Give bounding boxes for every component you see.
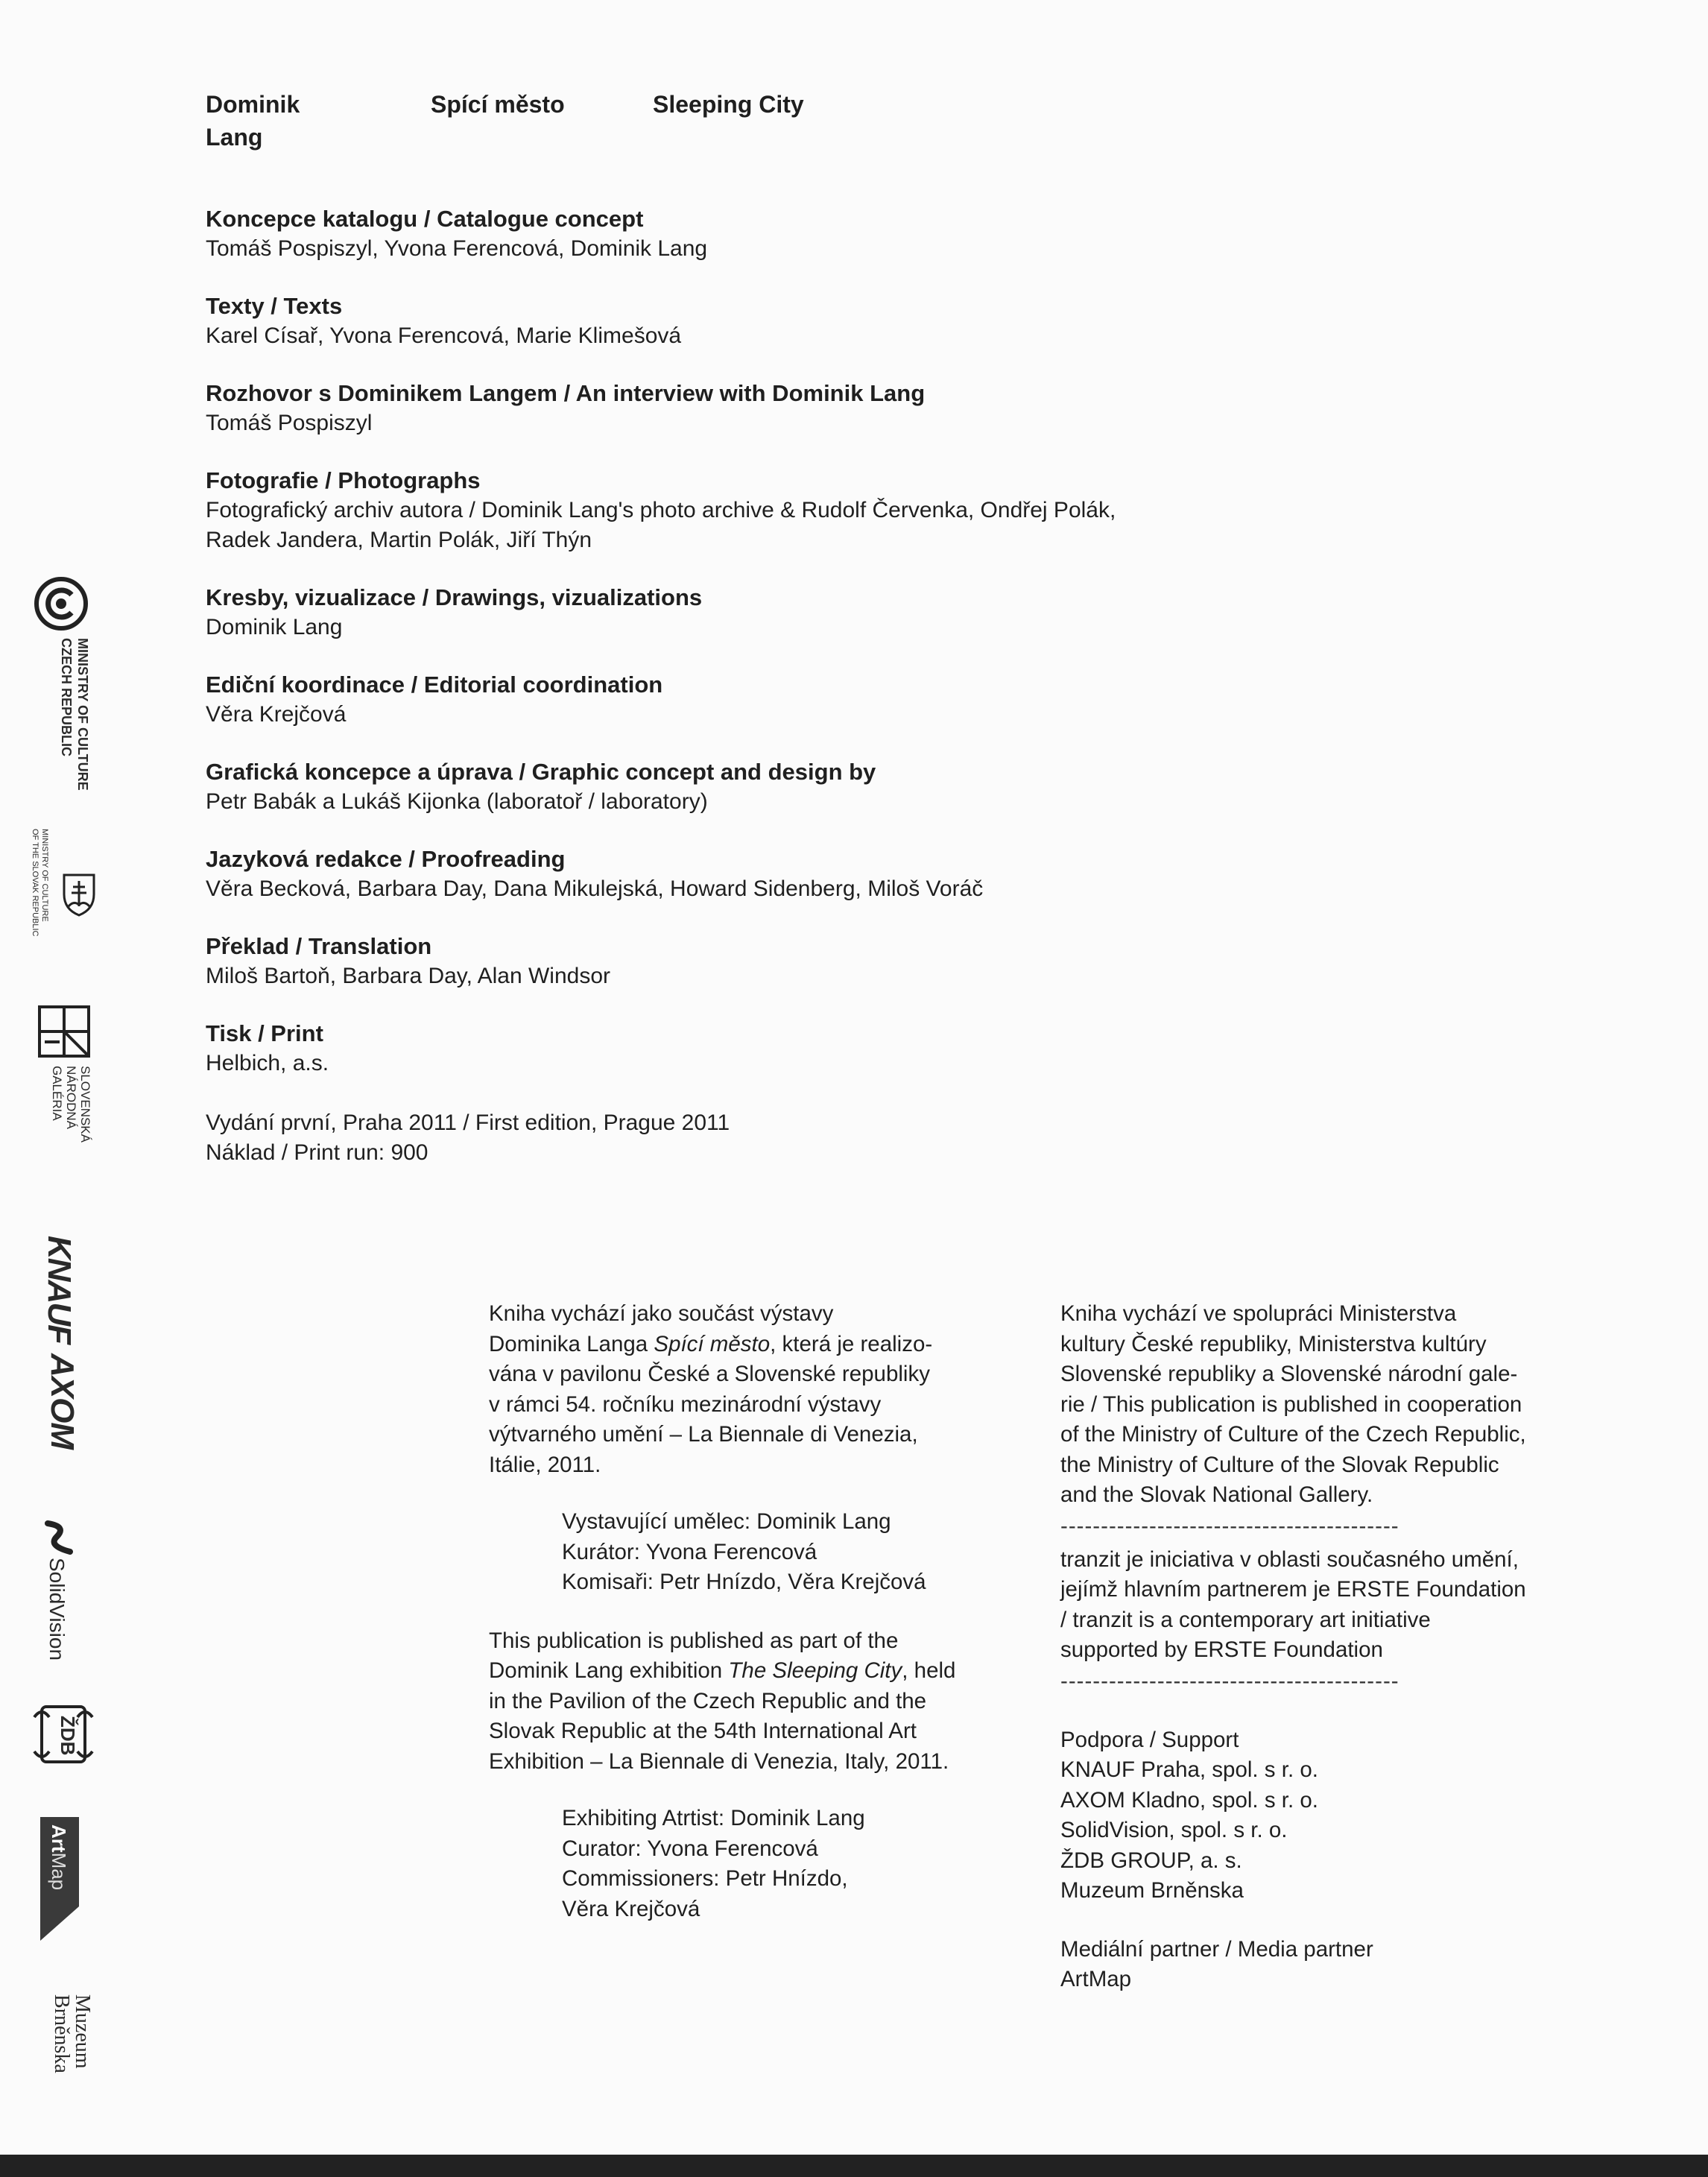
cs-intro-line: vána v pavilonu České a Slovenské republiky — [489, 1362, 930, 1386]
en-intro-line: in the Pavilion of the Czech Republic and the — [489, 1688, 927, 1713]
support-line: KNAUF Praha, spol. s r. o. — [1060, 1757, 1318, 1782]
tranzit-line: / tranzit is a contemporary art initiative — [1060, 1607, 1431, 1632]
mk-sk-label — [30, 829, 49, 936]
text-run: , held — [902, 1658, 956, 1683]
credit-heading: Překlad / Translation — [206, 933, 432, 959]
credit-value: Věra Krejčová — [206, 702, 347, 727]
mk-cz-label-line: MINISTRY OF CULTURE — [75, 638, 90, 791]
credit-heading: Jazyková redakce / Proofreading — [206, 846, 566, 872]
knauf-logo: KNAUF — [41, 1236, 78, 1343]
coop-line: Kniha vychází ve spolupráci Ministerstva — [1060, 1301, 1457, 1326]
en-intro-line: Slovak Republic at the 54th International Art — [489, 1719, 917, 1743]
dashed-divider: ------------------------------------------ — [1060, 1514, 1399, 1538]
tranzit-line: supported by ERSTE Foundation — [1060, 1637, 1383, 1662]
en-people-block — [489, 1804, 1025, 1924]
en-intro-line: This publication is published as part of the — [489, 1628, 899, 1653]
tranzit-line: jejímž hlavním partnerem je ERSTE Foundation — [1060, 1577, 1526, 1602]
coop-line: of the Ministry of Culture of the Czech Republic, — [1060, 1422, 1526, 1447]
en-person-line: Curator: Yvona Ferencová — [562, 1836, 818, 1861]
artmap-label-light: Map — [48, 1852, 70, 1891]
credit-graphic-design — [206, 757, 1323, 817]
cs-person-line: Komisaři: Petr Hnízdo, Věra Krejčová — [562, 1570, 926, 1594]
print-run-line: Náklad / Print run: 900 — [206, 1140, 428, 1165]
artmap-logo — [40, 1817, 79, 1941]
text-run: Dominika Langa — [489, 1331, 654, 1356]
text-run: , která je realizo- — [770, 1331, 933, 1356]
coop-line: rie / This publication is published in cooperation — [1060, 1391, 1522, 1417]
coop-line: kultury České republiky, Ministerstva kultúry — [1060, 1331, 1487, 1356]
ministry-culture-cz-logo — [33, 575, 92, 799]
credit-heading: Grafická koncepce a úprava / Graphic concept and design by — [206, 759, 876, 785]
credit-interview — [206, 379, 1323, 438]
text-run: Dominik Lang exhibition — [489, 1658, 729, 1683]
en-person-line: Věra Krejčová — [562, 1896, 700, 1921]
credit-heading: Tisk / Print — [206, 1020, 323, 1046]
credit-translation — [206, 932, 1323, 991]
edition-info — [206, 1108, 1323, 1168]
credit-heading: Ediční koordinace / Editorial coordination — [206, 672, 663, 698]
coop-line: the Ministry of Culture of the Slovak Republic — [1060, 1452, 1499, 1477]
credit-value: Helbich, a.s. — [206, 1051, 329, 1075]
solidvision-swoosh-icon — [45, 1520, 73, 1555]
credit-texts — [206, 291, 1323, 351]
artmap-label — [47, 1824, 70, 1890]
zdb-label: ŽDB — [57, 1716, 79, 1756]
credit-drawings — [206, 583, 1323, 642]
credit-print — [206, 1019, 1323, 1078]
coop-line: Slovenské republiky a Slovenské národní gale- — [1060, 1362, 1518, 1386]
credits-list — [206, 204, 1323, 1168]
en-intro-line: Exhibition – La Biennale di Venezia, Italy, 2011. — [489, 1748, 949, 1774]
credit-heading: Rozhovor s Dominikem Langem / An interview with Dominik Lang — [206, 380, 926, 406]
cs-people-block — [489, 1507, 1025, 1598]
credit-value: Karel Císař, Yvona Ferencová, Marie Klimešová — [206, 323, 682, 348]
credit-value: Tomáš Pospiszyl, Yvona Ferencová, Dominik Lang — [206, 236, 708, 261]
credit-value: Dominik Lang — [206, 615, 343, 639]
en-person-line: Commissioners: Petr Hnízdo, — [562, 1866, 848, 1891]
credit-value: Tomáš Pospiszyl — [206, 411, 373, 435]
axom-logo: AXOM — [44, 1353, 80, 1449]
credit-value: Fotografický archiv autora / Dominik Lang's photo archive & Rudolf Červenka, Ondřej Polák, — [206, 498, 1116, 522]
credit-value: Věra Becková, Barbara Day, Dana Mikulejská, Howard Sidenberg, Miloš Voráč — [206, 876, 984, 901]
zdb-logo — [31, 1702, 98, 1769]
support-line: Podpora / Support — [1060, 1727, 1239, 1752]
credit-heading: Koncepce katalogu / Catalogue concept — [206, 206, 644, 232]
exhibition-title-en: The Sleeping City — [728, 1658, 902, 1683]
support-line: AXOM Kladno, spol. s r. o. — [1060, 1787, 1318, 1813]
artmap-label-bold: Art — [48, 1824, 70, 1853]
cs-intro-line: v rámci 54. ročníku mezinárodní výstavy — [489, 1391, 882, 1417]
sng-grid-icon — [37, 1005, 91, 1058]
credit-proofreading — [206, 844, 1323, 904]
cs-intro-line: Kniha vychází jako součást výstavy — [489, 1301, 834, 1326]
muzeum-brnenska-logo — [51, 1994, 92, 2073]
credit-editorial — [206, 670, 1323, 730]
header-author: Dominik Lang — [206, 91, 300, 151]
media-line: Mediální partner / Media partner — [1060, 1936, 1373, 1962]
sng-label-line: NÁRODNÁ — [64, 1066, 78, 1130]
exhibition-title-cs: Spící město — [654, 1331, 771, 1356]
credit-heading: Fotografie / Photographs — [206, 467, 481, 493]
coop-line: and the Slovak National Gallery. — [1060, 1482, 1373, 1507]
support-line: SolidVision, spol. s r. o. — [1060, 1818, 1288, 1842]
en-intro-line — [489, 1656, 1025, 1687]
muzeum-label-line: Brněnska — [50, 1994, 73, 2073]
scan-edge-band — [0, 2155, 1708, 2177]
solidvision-logo — [39, 1520, 98, 1669]
credit-value: Petr Babák a Lukáš Kijonka (laboratoř / laboratory) — [206, 789, 708, 814]
support-line: ŽDB GROUP, a. s. — [1060, 1848, 1242, 1873]
credit-value: Miloš Bartoň, Barbara Day, Alan Windsor — [206, 964, 611, 988]
dashed-divider: ------------------------------------------ — [1060, 1669, 1399, 1693]
mk-cz-label-line: CZECH REPUBLIC — [59, 638, 74, 757]
credit-photographs — [206, 466, 1323, 555]
mk-cz-label — [58, 638, 91, 791]
credit-value: Radek Jandera, Martin Polák, Jiří Thýn — [206, 528, 592, 552]
support-line: Muzeum Brněnska — [1060, 1878, 1244, 1903]
header-title-czech: Spící město — [431, 91, 565, 118]
mk-sk-label-line: MINISTRY OF CULTURE — [40, 829, 49, 922]
cs-intro-line: výtvarného umění – La Biennale di Venezia, — [489, 1422, 918, 1447]
en-person-line: Exhibiting Atrtist: Dominik Lang — [562, 1806, 865, 1830]
mk-cz-emblem-icon — [33, 575, 89, 632]
cs-person-line: Kurátor: Yvona Ferencová — [562, 1539, 817, 1564]
cs-intro-line: Itálie, 2011. — [489, 1452, 601, 1477]
partners-column — [1060, 1299, 1671, 1995]
muzeum-label-line: Muzeum — [71, 1994, 94, 2069]
header-title-english: Sleeping City — [653, 91, 804, 118]
ministry-culture-sk-logo — [16, 826, 106, 967]
sng-label-line: GALÉRIA — [50, 1066, 64, 1121]
credit-heading: Kresby, vizualizace / Drawings, vizualizations — [206, 584, 703, 610]
credit-heading: Texty / Texts — [206, 293, 343, 319]
en-intro-block — [489, 1626, 1025, 1778]
edition-line: Vydání první, Praha 2011 / First edition, Prague 2011 — [206, 1110, 730, 1135]
cs-intro-line — [489, 1330, 1025, 1360]
mk-sk-label-line: OF THE SLOVAK REPUBLIC — [31, 829, 39, 937]
solidvision-label: SolidVision — [45, 1558, 69, 1661]
cs-person-line: Vystavující umělec: Dominik Lang — [562, 1509, 891, 1534]
slovak-coat-of-arms-icon — [61, 872, 97, 918]
exhibition-info-column — [489, 1299, 1025, 1924]
sng-label — [50, 1066, 92, 1143]
tranzit-line: tranzit je iniciativa v oblasti současného umění, — [1060, 1546, 1519, 1572]
media-line: ArtMap — [1060, 1967, 1132, 1991]
sng-logo — [37, 1005, 104, 1143]
sng-label-line: SLOVENSKÁ — [78, 1066, 92, 1143]
credit-catalogue-concept — [206, 204, 1323, 264]
